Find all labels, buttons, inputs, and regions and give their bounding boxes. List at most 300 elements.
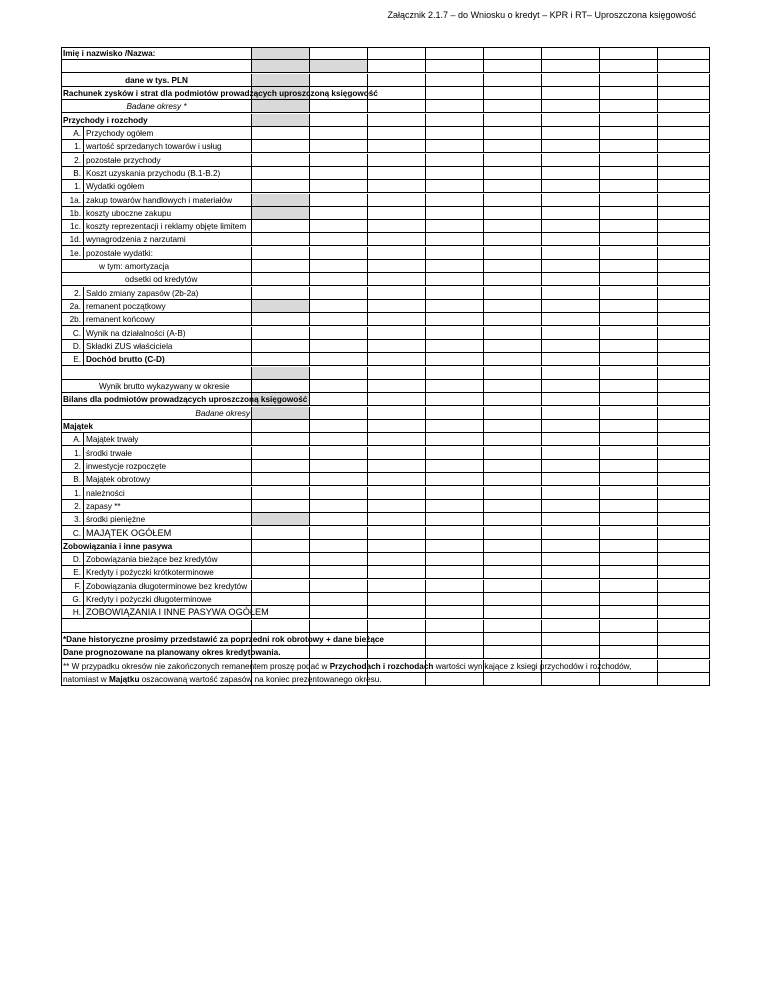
value-cell[interactable] [658,287,710,300]
value-cell[interactable] [600,513,658,526]
value-cell[interactable] [600,47,658,60]
value-cell[interactable] [426,167,484,180]
value-cell[interactable] [484,447,542,460]
value-cell[interactable] [310,140,368,153]
value-cell[interactable] [484,593,542,606]
value-cell[interactable] [484,580,542,593]
value-cell[interactable] [368,154,426,167]
value-cell[interactable] [310,207,368,220]
value-cell[interactable] [426,140,484,153]
value-cell[interactable] [600,566,658,579]
value-cell[interactable] [484,673,542,686]
value-cell[interactable] [310,127,368,140]
value-cell[interactable] [368,500,426,513]
value-cell[interactable] [658,540,710,553]
value-cell[interactable] [484,646,542,659]
value-cell[interactable] [600,353,658,366]
value-cell[interactable] [658,447,710,460]
value-cell[interactable] [368,367,426,380]
value-cell[interactable] [252,100,310,113]
value-cell[interactable] [310,606,368,619]
value-cell[interactable] [310,247,368,260]
value-cell[interactable] [252,593,310,606]
value-cell[interactable] [426,447,484,460]
value-cell[interactable] [426,487,484,500]
value-cell[interactable] [484,487,542,500]
value-cell[interactable] [426,460,484,473]
value-cell[interactable] [658,380,710,393]
value-cell[interactable] [310,460,368,473]
value-cell[interactable] [542,633,600,646]
value-cell[interactable] [484,407,542,420]
value-cell[interactable] [542,114,600,127]
value-cell[interactable] [484,420,542,433]
value-cell[interactable] [252,287,310,300]
value-cell[interactable] [542,194,600,207]
value-cell[interactable] [600,260,658,273]
value-cell[interactable] [658,500,710,513]
value-cell[interactable] [368,580,426,593]
value-cell[interactable] [542,74,600,87]
value-cell[interactable] [542,180,600,193]
value-cell[interactable] [542,220,600,233]
value-cell[interactable] [600,527,658,540]
value-cell[interactable] [426,646,484,659]
value-cell[interactable] [368,313,426,326]
value-cell[interactable] [252,207,310,220]
value-cell[interactable] [658,673,710,686]
value-cell[interactable] [426,500,484,513]
value-cell[interactable] [426,194,484,207]
value-cell[interactable] [600,140,658,153]
value-cell[interactable] [426,87,484,100]
value-cell[interactable] [252,433,310,446]
value-cell[interactable] [600,407,658,420]
value-cell[interactable] [368,127,426,140]
value-cell[interactable] [542,60,600,73]
value-cell[interactable] [252,127,310,140]
value-cell[interactable] [600,646,658,659]
value-cell[interactable] [658,420,710,433]
value-cell[interactable] [368,513,426,526]
value-cell[interactable] [658,660,710,673]
value-cell[interactable] [542,300,600,313]
value-cell[interactable] [252,460,310,473]
value-cell[interactable] [542,154,600,167]
value-cell[interactable] [600,220,658,233]
value-cell[interactable] [542,367,600,380]
value-cell[interactable] [368,60,426,73]
value-cell[interactable] [484,620,542,633]
value-cell[interactable] [426,393,484,406]
value-cell[interactable] [310,47,368,60]
value-cell[interactable] [252,140,310,153]
value-cell[interactable] [600,460,658,473]
value-cell[interactable] [484,353,542,366]
value-cell[interactable] [658,473,710,486]
value-cell[interactable] [426,527,484,540]
value-cell[interactable] [368,287,426,300]
value-cell[interactable] [252,60,310,73]
value-cell[interactable] [600,593,658,606]
value-cell[interactable] [426,473,484,486]
value-cell[interactable] [310,473,368,486]
value-cell[interactable] [600,447,658,460]
value-cell[interactable] [484,327,542,340]
value-cell[interactable] [600,114,658,127]
value-cell[interactable] [484,566,542,579]
value-cell[interactable] [426,247,484,260]
value-cell[interactable] [658,260,710,273]
value-cell[interactable] [310,313,368,326]
value-cell[interactable] [658,353,710,366]
value-cell[interactable] [542,313,600,326]
value-cell[interactable] [484,167,542,180]
value-cell[interactable] [368,420,426,433]
value-cell[interactable] [542,247,600,260]
value-cell[interactable] [310,154,368,167]
value-cell[interactable] [252,473,310,486]
value-cell[interactable] [252,114,310,127]
value-cell[interactable] [484,380,542,393]
value-cell[interactable] [658,127,710,140]
value-cell[interactable] [600,393,658,406]
value-cell[interactable] [658,87,710,100]
value-cell[interactable] [658,367,710,380]
value-cell[interactable] [542,513,600,526]
value-cell[interactable] [368,260,426,273]
value-cell[interactable] [426,114,484,127]
value-cell[interactable] [426,553,484,566]
value-cell[interactable] [484,553,542,566]
value-cell[interactable] [368,233,426,246]
value-cell[interactable] [310,260,368,273]
value-cell[interactable] [252,220,310,233]
value-cell[interactable] [484,527,542,540]
value-cell[interactable] [600,60,658,73]
value-cell[interactable] [658,60,710,73]
value-cell[interactable] [484,87,542,100]
value-cell[interactable] [252,233,310,246]
value-cell[interactable] [542,287,600,300]
value-cell[interactable] [310,566,368,579]
value-cell[interactable] [484,273,542,286]
value-cell[interactable] [368,487,426,500]
value-cell[interactable] [600,180,658,193]
value-cell[interactable] [368,593,426,606]
value-cell[interactable] [426,180,484,193]
value-cell[interactable] [252,367,310,380]
value-cell[interactable] [252,247,310,260]
value-cell[interactable] [542,540,600,553]
value-cell[interactable] [252,167,310,180]
value-cell[interactable] [658,487,710,500]
value-cell[interactable] [368,140,426,153]
value-cell[interactable] [426,154,484,167]
value-cell[interactable] [310,580,368,593]
value-cell[interactable] [426,380,484,393]
value-cell[interactable] [658,633,710,646]
value-cell[interactable] [310,114,368,127]
value-cell[interactable] [368,180,426,193]
value-cell[interactable] [658,553,710,566]
value-cell[interactable] [252,327,310,340]
value-cell[interactable] [426,273,484,286]
value-cell[interactable] [600,154,658,167]
value-cell[interactable] [310,233,368,246]
value-cell[interactable] [368,393,426,406]
value-cell[interactable] [484,74,542,87]
value-cell[interactable] [426,74,484,87]
value-cell[interactable] [658,340,710,353]
value-cell[interactable] [600,74,658,87]
value-cell[interactable] [542,420,600,433]
value-cell[interactable] [310,194,368,207]
value-cell[interactable] [368,473,426,486]
value-cell[interactable] [368,327,426,340]
value-cell[interactable] [310,433,368,446]
value-cell[interactable] [484,606,542,619]
value-cell[interactable] [252,447,310,460]
value-cell[interactable] [310,220,368,233]
value-cell[interactable] [600,127,658,140]
value-cell[interactable] [310,300,368,313]
value-cell[interactable] [426,580,484,593]
value-cell[interactable] [252,47,310,60]
value-cell[interactable] [252,407,310,420]
value-cell[interactable] [310,340,368,353]
value-cell[interactable] [542,646,600,659]
value-cell[interactable] [310,367,368,380]
value-cell[interactable] [368,100,426,113]
value-cell[interactable] [252,500,310,513]
value-cell[interactable] [310,380,368,393]
value-cell[interactable] [542,593,600,606]
value-cell[interactable] [368,407,426,420]
value-cell[interactable] [542,340,600,353]
value-cell[interactable] [658,313,710,326]
value-cell[interactable] [658,433,710,446]
value-cell[interactable] [600,300,658,313]
value-cell[interactable] [368,47,426,60]
value-cell[interactable] [368,353,426,366]
value-cell[interactable] [600,100,658,113]
value-cell[interactable] [252,487,310,500]
value-cell[interactable] [252,74,310,87]
value-cell[interactable] [658,220,710,233]
value-cell[interactable] [542,393,600,406]
value-cell[interactable] [542,500,600,513]
value-cell[interactable] [310,500,368,513]
value-cell[interactable] [658,167,710,180]
value-cell[interactable] [542,566,600,579]
value-cell[interactable] [426,433,484,446]
value-cell[interactable] [484,340,542,353]
value-cell[interactable] [484,127,542,140]
value-cell[interactable] [542,527,600,540]
value-cell[interactable] [426,127,484,140]
value-cell[interactable] [484,220,542,233]
value-cell[interactable] [252,300,310,313]
value-cell[interactable] [600,327,658,340]
value-cell[interactable] [484,207,542,220]
value-cell[interactable] [426,313,484,326]
value-cell[interactable] [600,367,658,380]
value-cell[interactable] [310,393,368,406]
value-cell[interactable] [252,260,310,273]
value-cell[interactable] [542,407,600,420]
value-cell[interactable] [600,620,658,633]
value-cell[interactable] [484,393,542,406]
value-cell[interactable] [542,473,600,486]
value-cell[interactable] [542,233,600,246]
value-cell[interactable] [310,74,368,87]
value-cell[interactable] [658,646,710,659]
value-cell[interactable] [542,447,600,460]
value-cell[interactable] [600,553,658,566]
value-cell[interactable] [484,460,542,473]
value-cell[interactable] [600,207,658,220]
value-cell[interactable] [252,566,310,579]
value-cell[interactable] [542,380,600,393]
value-cell[interactable] [542,87,600,100]
value-cell[interactable] [426,233,484,246]
value-cell[interactable] [252,420,310,433]
value-cell[interactable] [484,60,542,73]
value-cell[interactable] [426,673,484,686]
value-cell[interactable] [658,273,710,286]
value-cell[interactable] [484,47,542,60]
value-cell[interactable] [600,273,658,286]
value-cell[interactable] [310,167,368,180]
value-cell[interactable] [658,140,710,153]
value-cell[interactable] [484,114,542,127]
value-cell[interactable] [542,273,600,286]
value-cell[interactable] [426,633,484,646]
value-cell[interactable] [658,527,710,540]
value-cell[interactable] [426,620,484,633]
value-cell[interactable] [368,194,426,207]
value-cell[interactable] [658,407,710,420]
value-cell[interactable] [658,154,710,167]
value-cell[interactable] [600,340,658,353]
value-cell[interactable] [658,100,710,113]
value-cell[interactable] [310,273,368,286]
value-cell[interactable] [310,287,368,300]
value-cell[interactable] [658,194,710,207]
value-cell[interactable] [542,327,600,340]
value-cell[interactable] [600,194,658,207]
value-cell[interactable] [252,180,310,193]
value-cell[interactable] [484,500,542,513]
value-cell[interactable] [600,580,658,593]
value-cell[interactable] [310,180,368,193]
value-cell[interactable] [368,300,426,313]
value-cell[interactable] [426,407,484,420]
value-cell[interactable] [426,260,484,273]
value-cell[interactable] [542,606,600,619]
value-cell[interactable] [310,327,368,340]
value-cell[interactable] [484,540,542,553]
value-cell[interactable] [310,527,368,540]
value-cell[interactable] [600,487,658,500]
value-cell[interactable] [252,340,310,353]
value-cell[interactable] [484,140,542,153]
value-cell[interactable] [600,247,658,260]
value-cell[interactable] [252,194,310,207]
value-cell[interactable] [542,167,600,180]
value-cell[interactable] [426,220,484,233]
value-cell[interactable] [658,620,710,633]
value-cell[interactable] [426,300,484,313]
value-cell[interactable] [600,673,658,686]
value-cell[interactable] [368,207,426,220]
value-cell[interactable] [658,207,710,220]
value-cell[interactable] [310,513,368,526]
value-cell[interactable] [426,353,484,366]
value-cell[interactable] [484,513,542,526]
value-cell[interactable] [368,447,426,460]
value-cell[interactable] [484,247,542,260]
value-cell[interactable] [426,340,484,353]
value-cell[interactable] [368,273,426,286]
value-cell[interactable] [658,566,710,579]
value-cell[interactable] [426,287,484,300]
value-cell[interactable] [426,327,484,340]
value-cell[interactable] [542,673,600,686]
value-cell[interactable] [310,620,368,633]
value-cell[interactable] [252,553,310,566]
value-cell[interactable] [368,527,426,540]
value-cell[interactable] [426,540,484,553]
value-cell[interactable] [426,606,484,619]
value-cell[interactable] [368,606,426,619]
value-cell[interactable] [658,233,710,246]
value-cell[interactable] [600,473,658,486]
value-cell[interactable] [658,606,710,619]
value-cell[interactable] [484,194,542,207]
value-cell[interactable] [542,207,600,220]
value-cell[interactable] [658,327,710,340]
value-cell[interactable] [310,540,368,553]
value-cell[interactable] [542,100,600,113]
value-cell[interactable] [426,207,484,220]
value-cell[interactable] [426,367,484,380]
value-cell[interactable] [426,100,484,113]
value-cell[interactable] [542,47,600,60]
value-cell[interactable] [368,540,426,553]
value-cell[interactable] [310,447,368,460]
value-cell[interactable] [600,540,658,553]
value-cell[interactable] [658,47,710,60]
value-cell[interactable] [600,313,658,326]
value-cell[interactable] [542,353,600,366]
value-cell[interactable] [658,513,710,526]
value-cell[interactable] [368,566,426,579]
value-cell[interactable] [368,433,426,446]
value-cell[interactable] [310,646,368,659]
value-cell[interactable] [484,154,542,167]
value-cell[interactable] [252,513,310,526]
value-cell[interactable] [252,273,310,286]
value-cell[interactable] [542,553,600,566]
value-cell[interactable] [542,620,600,633]
value-cell[interactable] [426,47,484,60]
value-cell[interactable] [368,460,426,473]
value-cell[interactable] [252,527,310,540]
value-cell[interactable] [310,100,368,113]
value-cell[interactable] [600,633,658,646]
